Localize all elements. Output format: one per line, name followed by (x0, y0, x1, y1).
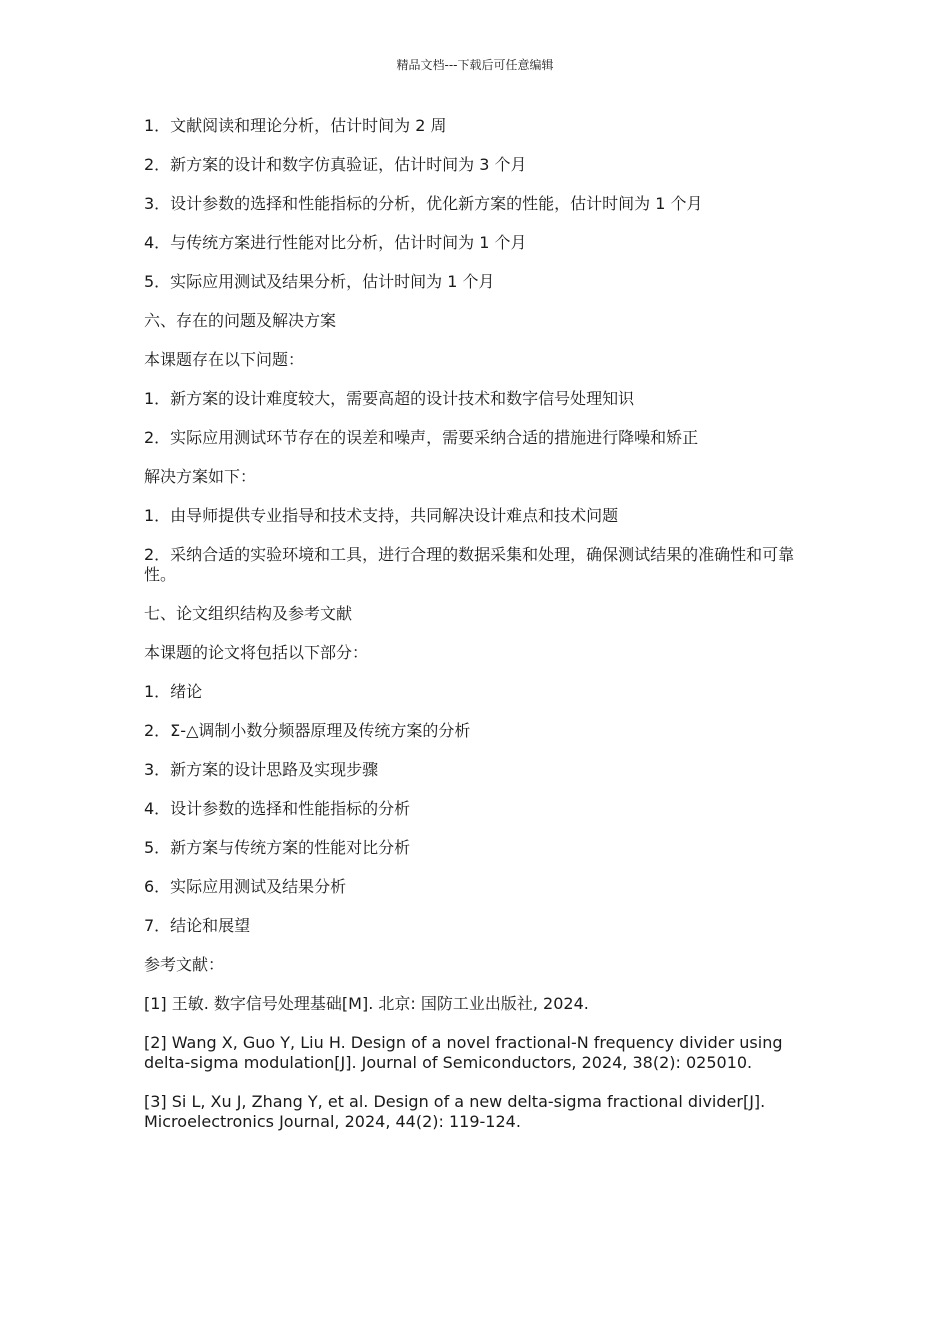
plan-item-2: 2．新方案的设计和数字仿真验证，估计时间为 3 个月 (144, 155, 527, 174)
chapter-item-6: 6．实际应用测试及结果分析 (144, 877, 347, 896)
section-heading-6: 六、存在的问题及解决方案 (144, 311, 337, 330)
plan-item-1: 1．文献阅读和理论分析，估计时间为 2 周 (144, 116, 447, 135)
chapter-item-1: 1．绪论 (144, 682, 203, 701)
page-header: 精品文档---下载后可任意编辑 (396, 58, 554, 72)
solution-item-2: 2．采纳合适的实验环境和工具，进行合理的数据采集和处理，确保测试结果的准确性和可靠性。 (144, 545, 795, 584)
chapter-item-5: 5．新方案与传统方案的性能对比分析 (144, 838, 411, 857)
plan-item-3: 3．设计参数的选择和性能指标的分析，优化新方案的性能，估计时间为 1 个月 (144, 194, 703, 213)
reference-1: [1] 王敏. 数字信号处理基础[M]. 北京: 国防工业出版社, 2024. (144, 994, 589, 1013)
document-body (144, 116, 812, 1151)
chapter-item-4: 4．设计参数的选择和性能指标的分析 (144, 799, 411, 818)
plan-item-4: 4．与传统方案进行性能对比分析，估计时间为 1 个月 (144, 233, 527, 252)
reference-2: [2] Wang X, Guo Y, Liu H. Design of a novel fractional-N frequency divider using delta-sigma modulation[J]. Journal of Semiconductors, 2024, 38(2): 025010. (144, 1033, 783, 1072)
references-heading: 参考文献： (144, 955, 225, 974)
chapter-item-7: 7．结论和展望 (144, 916, 251, 935)
problem-item-1: 1．新方案的设计难度较大，需要高超的设计技术和数字信号处理知识 (144, 389, 635, 408)
reference-3: [3] Si L, Xu J, Zhang Y, et al. Design of a new delta-sigma fractional divider[J]. Microelectronics Journal, 2024, 44(2): 119-124. (144, 1092, 766, 1131)
section-heading-7: 七、论文组织结构及参考文献 (144, 604, 353, 623)
solution-item-1: 1．由导师提供专业指导和技术支持，共同解决设计难点和技术问题 (144, 506, 619, 525)
chapter-item-3: 3．新方案的设计思路及实现步骤 (144, 760, 379, 779)
chapter-item-2: 2．Σ-△调制小数分频器原理及传统方案的分析 (144, 721, 471, 740)
problems-intro: 本课题存在以下问题： (144, 350, 305, 369)
structure-intro: 本课题的论文将包括以下部分： (144, 643, 369, 662)
plan-item-5: 5．实际应用测试及结果分析，估计时间为 1 个月 (144, 272, 495, 291)
solutions-intro: 解决方案如下： (144, 467, 257, 486)
problem-item-2: 2．实际应用测试环节存在的误差和噪声，需要采纳合适的措施进行降噪和矫正 (144, 428, 699, 447)
